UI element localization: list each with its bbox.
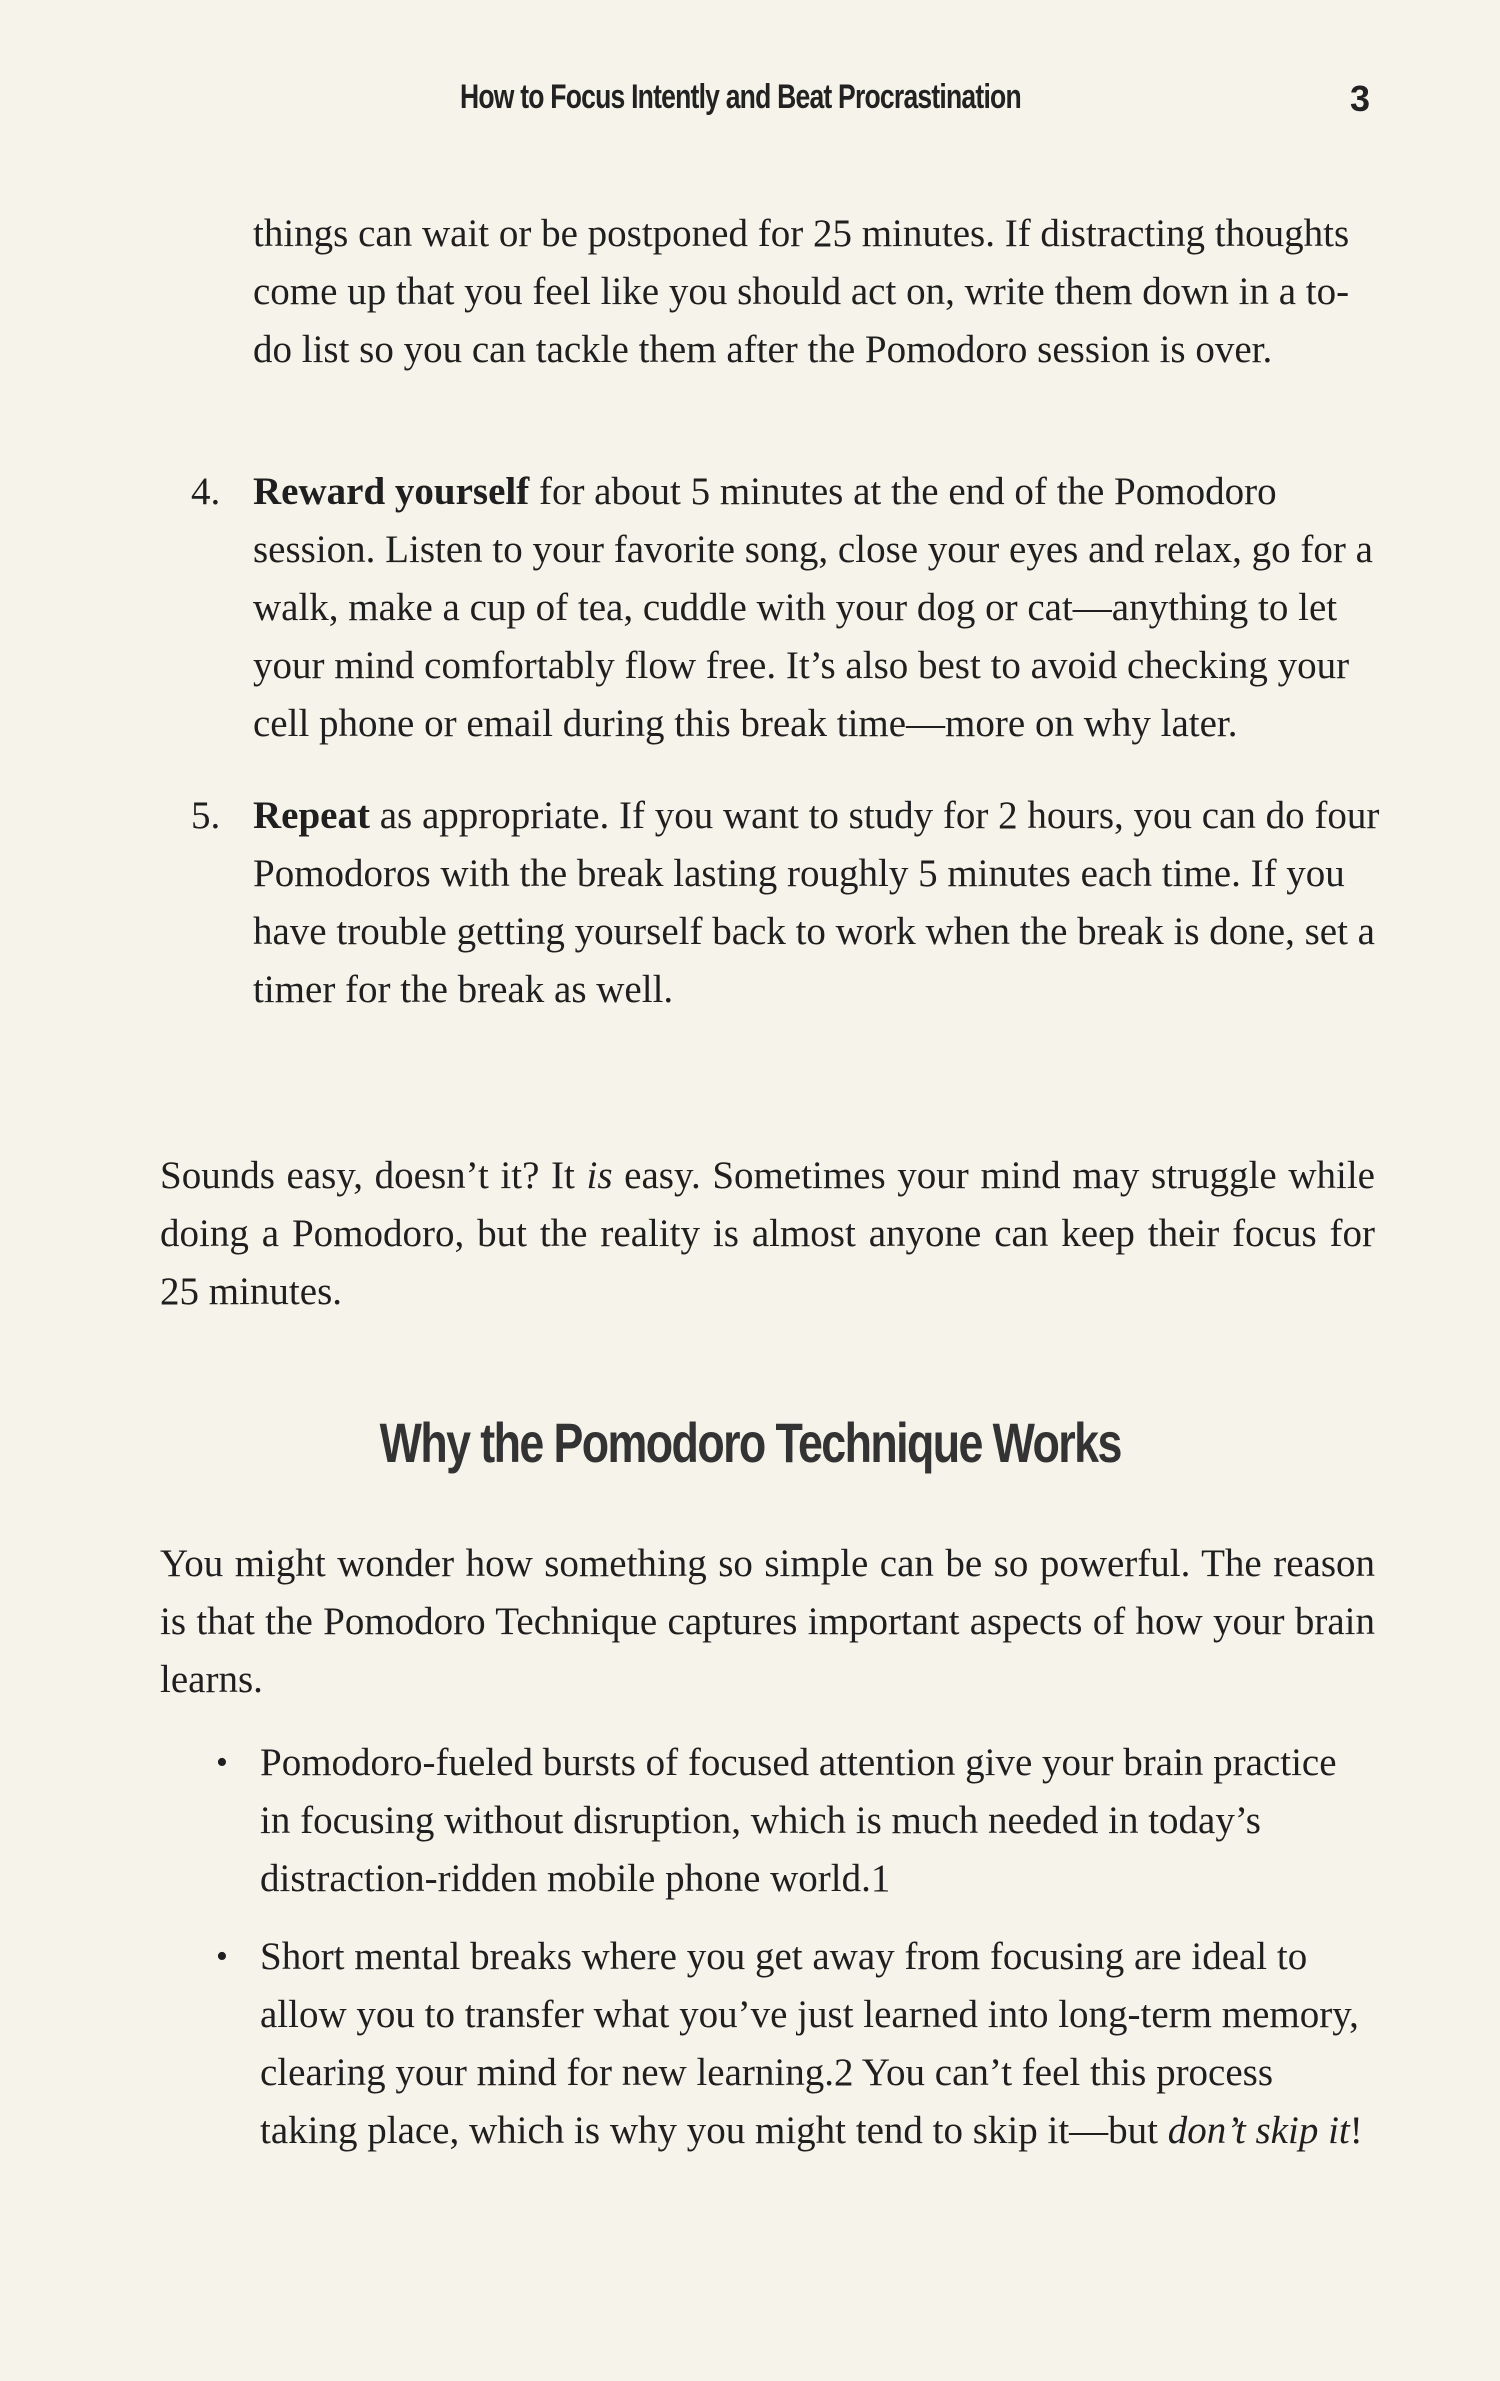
bullet-list [216,1734,1370,2180]
summary-emphasis: is [586,1154,613,1197]
summary-paragraph [160,1147,1375,1321]
bullet-tail: ! [1349,2109,1363,2152]
step-number: 5. [191,794,221,837]
bullet-text: Pomodoro-fueled bursts of focused attention give your brain practice in focusing without disruption, which is much needed in today’s distraction-ridden mobile phone world.1 [260,1741,1337,1900]
summary-text-end: easy. Sometimes your mind may struggle while doing a Pomodoro, but the reality is almost anyone can keep their focus for 25 minutes. [160,1154,1375,1313]
running-title: How to Focus Intently and Beat Procrastination [460,78,1021,116]
list-item [191,463,1383,753]
list-item [216,1928,1370,2160]
list-item [216,1734,1370,1908]
bullet-text: Short mental breaks where you get away from focusing are ideal to allow you to transfer what you’ve just learned into long-term memory, clearing your mind for new learning.2 You can’t feel this process taking place, which is why you might tend to skip it—but [260,1935,1359,2152]
bullet-marker: • [216,1938,228,1975]
intro-paragraph: You might wonder how something so simple can be so powerful. The reason is that the Pomodoro Technique captures important aspects of how your brain learns. [160,1542,1375,1701]
page-number: 3 [1350,78,1371,119]
section-heading [0,1410,1500,1475]
step-lead: Reward yourself [253,470,530,513]
running-head [0,78,1500,128]
bullet-marker: • [216,1744,228,1781]
step-text: for about 5 minutes at the end of the Pomodoro session. Listen to your favorite song, close your eyes and relax, go for a walk, make a cup of tea, cuddle with your dog or cat—anything to let your mind comfortably flow free. It’s also best to avoid checking your cell phone or email during this break time—more on why later. [253,470,1373,745]
step-text: as appropriate. If you want to study for 2 hours, you can do four Pomodoros with the break lasting roughly 5 minutes each time. If you have trouble getting yourself back to work when the break is done, set a timer for the break as well. [253,794,1380,1011]
section-heading-text: Why the Pomodoro Technique Works [379,1411,1121,1474]
continuation-paragraph: things can wait or be postponed for 25 minutes. If distracting thoughts come up that you feel like you should act on, write them down in a to-do list so you can tackle them after the Pomodoro session is over. [253,212,1350,371]
summary-text: Sounds easy, doesn’t it? It [160,1154,587,1197]
list-item [191,787,1383,1019]
step-lead: Repeat [253,794,370,837]
step-number: 4. [191,470,221,513]
bullet-emphasis: don’t skip it [1167,2109,1350,2152]
numbered-steps [191,463,1383,1053]
